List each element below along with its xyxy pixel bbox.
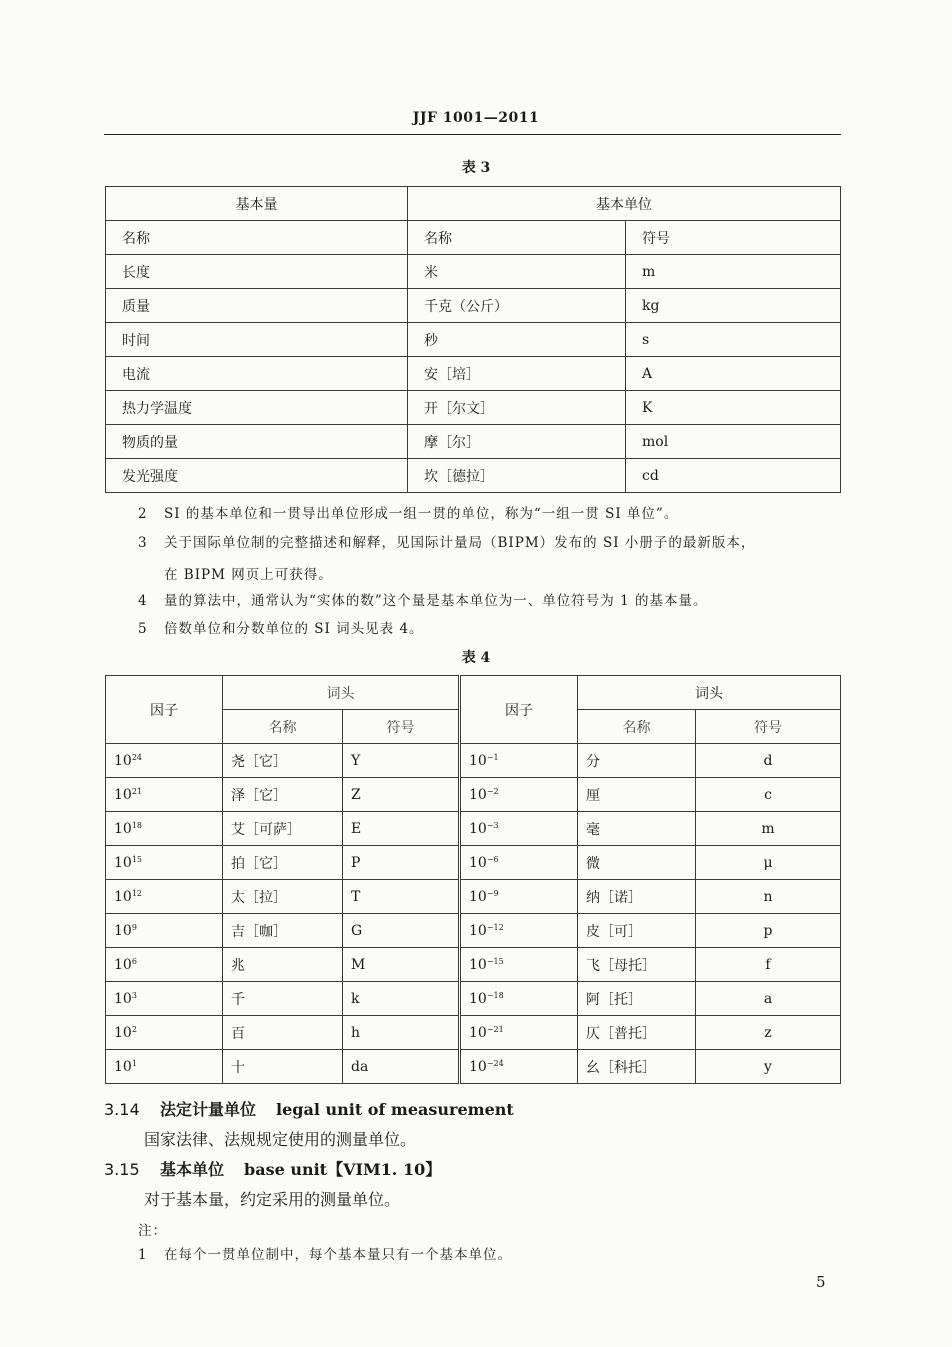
table-row: [106, 846, 841, 880]
note-label: 注：: [138, 1223, 167, 1239]
factor-exponent: −15: [486, 956, 504, 966]
factor-exponent: 6: [131, 956, 137, 966]
factor-exponent: −9: [486, 888, 499, 898]
t3-cell-quantity-name: 时间: [106, 323, 408, 357]
t4-cell-factor-left: [106, 812, 223, 846]
t4-cell-factor-right: [460, 1016, 578, 1050]
t4-cell-name-right: 皮［可］: [578, 914, 696, 948]
t3-cell-unit-symbol: kg: [626, 289, 841, 323]
table-row: [106, 1050, 841, 1084]
t4-cell-factor-left: [106, 846, 223, 880]
t3-cell-unit-symbol: s: [626, 323, 841, 357]
table-row: [106, 744, 841, 778]
t4-cell-symbol-right: y: [696, 1050, 841, 1084]
table-3: [105, 186, 841, 493]
factor-exponent: 9: [131, 922, 137, 932]
t3-cell-unit-symbol: m: [626, 255, 841, 289]
t4-cell-name-left: 尧［它］: [223, 744, 343, 778]
t4-cell-symbol-left: T: [343, 880, 460, 914]
factor-exponent: −24: [486, 1058, 504, 1068]
t4-cell-name-right: 幺［科托］: [578, 1050, 696, 1084]
table-row: [106, 812, 841, 846]
t3-col-unit-name: 名称: [408, 221, 626, 255]
t4-cell-name-left: 千: [223, 982, 343, 1016]
section-3-15-body: 对于基本量，约定采用的测量单位。: [144, 1190, 401, 1209]
t4-cell-factor-right: [460, 846, 578, 880]
factor-base: 10: [469, 1024, 487, 1041]
t4-cell-symbol-left: h: [343, 1016, 460, 1050]
t3-cell-quantity-name: 物质的量: [106, 425, 408, 459]
t4-cell-factor-right: [460, 812, 578, 846]
t4-cell-name-left: 吉［咖］: [223, 914, 343, 948]
t3-cell-unit-name: 秒: [408, 323, 626, 357]
factor-exponent: −6: [486, 854, 499, 864]
header-rule: [104, 134, 841, 135]
t4-cell-name-right: 毫: [578, 812, 696, 846]
factor-base: 10: [114, 786, 132, 803]
t4-cell-name-right: 纳［诺］: [578, 880, 696, 914]
t4-cell-factor-right: [460, 880, 578, 914]
t4-cell-name-left: 艾［可萨］: [223, 812, 343, 846]
t4-cell-factor-right: [460, 744, 578, 778]
t4-cell-symbol-right: n: [696, 880, 841, 914]
t4-h-prefix-left: 词头: [223, 676, 460, 710]
t4-cell-name-left: 兆: [223, 948, 343, 982]
t4-cell-factor-left: [106, 914, 223, 948]
t4-cell-symbol-right: d: [696, 744, 841, 778]
t3-cell-unit-name: 开［尔文］: [408, 391, 626, 425]
page-number: 5: [816, 1273, 826, 1291]
note-4: 4 量的算法中，通常认为“实体的数”这个量是基本单位为一、单位符号为 1 的基本量。: [138, 593, 708, 609]
t4-cell-factor-left: [106, 778, 223, 812]
factor-base: 10: [114, 1024, 132, 1041]
t4-cell-name-left: 拍［它］: [223, 846, 343, 880]
t4-cell-symbol-right: μ: [696, 846, 841, 880]
factor-base: 10: [469, 888, 487, 905]
t4-cell-name-right: 仄［普托］: [578, 1016, 696, 1050]
t3-cell-quantity-name: 电流: [106, 357, 408, 391]
t4-cell-symbol-right: f: [696, 948, 841, 982]
t3-cell-unit-name: 米: [408, 255, 626, 289]
factor-base: 10: [114, 854, 132, 871]
t4-cell-symbol-right: c: [696, 778, 841, 812]
note-3: 3 关于国际单位制的完整描述和解释，见国际计量局（BIPM）发布的 SI 小册子的最新版本，: [138, 535, 756, 551]
t4-cell-factor-left: [106, 982, 223, 1016]
t3-cell-unit-symbol: K: [626, 391, 841, 425]
factor-base: 10: [469, 820, 487, 837]
t4-cell-name-right: 厘: [578, 778, 696, 812]
t4-cell-factor-left: [106, 880, 223, 914]
t4-h-name-left: 名称: [223, 710, 343, 744]
t4-cell-name-right: 阿［托］: [578, 982, 696, 1016]
factor-exponent: 2: [131, 1024, 137, 1034]
factor-exponent: −1: [486, 752, 499, 762]
table-row: [106, 914, 841, 948]
factor-base: 10: [469, 922, 487, 939]
section-3-14-body: 国家法律、法规规定使用的测量单位。: [144, 1130, 417, 1149]
factor-base: 10: [114, 1058, 132, 1075]
t4-cell-name-right: 分: [578, 744, 696, 778]
t4-cell-symbol-left: E: [343, 812, 460, 846]
t4-h-name-right: 名称: [578, 710, 696, 744]
t3-cell-unit-name: 安［培］: [408, 357, 626, 391]
factor-exponent: −18: [486, 990, 504, 1000]
t4-cell-factor-left: [106, 1016, 223, 1050]
factor-exponent: −2: [486, 786, 499, 796]
t4-cell-factor-left: [106, 1050, 223, 1084]
factor-base: 10: [114, 922, 132, 939]
table3-caption: 表 3: [461, 160, 491, 176]
factor-base: 10: [469, 990, 487, 1007]
factor-base: 10: [469, 752, 487, 769]
factor-base: 10: [469, 786, 487, 803]
t3-cell-quantity-name: 发光强度: [106, 459, 408, 493]
note-2: 2 SI 的基本单位和一贯导出单位形成一组一贯的单位，称为“一组一贯 SI 单位”。: [138, 506, 679, 522]
final-note-1: 1 在每个一贯单位制中，每个基本量只有一个基本单位。: [138, 1247, 512, 1263]
t4-cell-symbol-right: p: [696, 914, 841, 948]
t4-cell-symbol-right: a: [696, 982, 841, 1016]
table-row: [106, 425, 841, 459]
factor-base: 10: [469, 854, 487, 871]
doc-code: JJF 1001—2011: [412, 110, 540, 126]
t4-cell-symbol-left: k: [343, 982, 460, 1016]
t3-cell-unit-symbol: A: [626, 357, 841, 391]
table-4: [105, 675, 841, 1084]
factor-base: 10: [114, 888, 132, 905]
factor-exponent: −12: [486, 922, 504, 932]
note-3-continued: 在 BIPM 网页上可获得。: [164, 567, 333, 583]
t4-cell-factor-right: [460, 948, 578, 982]
table-row: [106, 459, 841, 493]
t4-cell-name-left: 太［拉］: [223, 880, 343, 914]
t3-cell-quantity-name: 质量: [106, 289, 408, 323]
table-row: [106, 289, 841, 323]
factor-exponent: 1: [131, 1058, 137, 1068]
table-row: [106, 778, 841, 812]
t4-h-symbol-right: 符号: [696, 710, 841, 744]
t3-cell-unit-symbol: cd: [626, 459, 841, 493]
t4-h-factor-left: 因子: [106, 676, 223, 744]
t3-cell-unit-name: 千克（公斤）: [408, 289, 626, 323]
t4-h-factor-right: 因子: [460, 676, 578, 744]
factor-exponent: 12: [131, 888, 143, 898]
t4-cell-symbol-right: z: [696, 1016, 841, 1050]
t4-cell-symbol-left: G: [343, 914, 460, 948]
t4-cell-name-left: 百: [223, 1016, 343, 1050]
t4-cell-symbol-left: Y: [343, 744, 460, 778]
factor-exponent: 24: [131, 752, 143, 762]
factor-exponent: 18: [131, 820, 143, 830]
factor-base: 10: [469, 956, 487, 973]
factor-base: 10: [114, 990, 132, 1007]
t4-cell-name-right: 飞［母托］: [578, 948, 696, 982]
table-row: [106, 880, 841, 914]
t4-cell-factor-right: [460, 1050, 578, 1084]
t4-cell-factor-right: [460, 914, 578, 948]
t4-cell-symbol-left: da: [343, 1050, 460, 1084]
table-row: [106, 1016, 841, 1050]
factor-exponent: −21: [486, 1024, 504, 1034]
factor-base: 10: [114, 820, 132, 837]
t4-cell-name-right: 微: [578, 846, 696, 880]
t3-cell-quantity-name: 热力学温度: [106, 391, 408, 425]
t4-cell-name-left: 泽［它］: [223, 778, 343, 812]
factor-base: 10: [469, 1058, 487, 1075]
t4-cell-symbol-left: M: [343, 948, 460, 982]
factor-exponent: 21: [131, 786, 143, 796]
section-3-14-heading: 3.14 法定计量单位 legal unit of measurement: [104, 1100, 514, 1119]
t4-cell-factor-right: [460, 778, 578, 812]
section-3-15-heading: 3.15 基本单位 base unit【VIM1. 10】: [104, 1160, 442, 1179]
table-row: [106, 357, 841, 391]
t4-cell-symbol-right: m: [696, 812, 841, 846]
t4-h-symbol-left: 符号: [343, 710, 460, 744]
t4-h-prefix-right: 词头: [578, 676, 841, 710]
t3-col-quantity-name: 名称: [106, 221, 408, 255]
table-row: [106, 948, 841, 982]
t4-cell-name-left: 十: [223, 1050, 343, 1084]
note-5: 5 倍数单位和分数单位的 SI 词头见表 4。: [138, 621, 424, 637]
table-row: [106, 982, 841, 1016]
table-row: [106, 255, 841, 289]
table-row: [106, 323, 841, 357]
t3-group-base-quantity: 基本量: [106, 187, 408, 221]
table-row: [106, 391, 841, 425]
t3-cell-unit-symbol: mol: [626, 425, 841, 459]
factor-exponent: −3: [486, 820, 499, 830]
t4-cell-symbol-left: Z: [343, 778, 460, 812]
factor-exponent: 15: [131, 854, 143, 864]
table4-caption: 表 4: [461, 650, 491, 666]
factor-base: 10: [114, 752, 132, 769]
t3-cell-unit-name: 坎［德拉］: [408, 459, 626, 493]
factor-base: 10: [114, 956, 132, 973]
t4-cell-symbol-left: P: [343, 846, 460, 880]
t3-cell-unit-name: 摩［尔］: [408, 425, 626, 459]
t3-group-base-unit: 基本单位: [408, 187, 841, 221]
t4-cell-factor-right: [460, 982, 578, 1016]
factor-exponent: 3: [131, 990, 137, 1000]
t4-cell-factor-left: [106, 744, 223, 778]
t3-cell-quantity-name: 长度: [106, 255, 408, 289]
t3-col-unit-symbol: 符号: [626, 221, 841, 255]
t4-cell-factor-left: [106, 948, 223, 982]
